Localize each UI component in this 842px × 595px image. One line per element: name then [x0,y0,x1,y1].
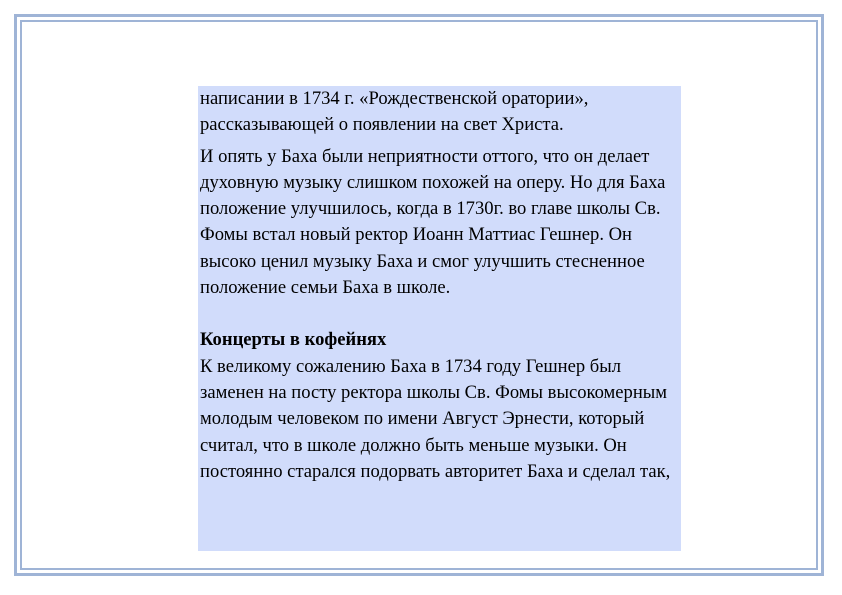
paragraph-gesner: И опять у Баха были неприятности оттого, что он делает духовную музыку слишком похожей на оперу. Но для Баха положение улучшилось, когда в 1730г. во главе школы Св. Фомы встал новый ректор Иоанн Маттиас Гешнер. Он высоко ценил музыку Баха и смог улучшить стесненное положение семьи Баха в школе. [200,145,666,299]
paragraph-ernesti: К великому сожалению Баха в 1734 году Гешнер был заменен на посту ректора школы Св. Фомы высокомерным молодым человеком по имени Август Эрнести, который считал, что в школе должно быть меньше музыки. Он постоянно старался подорвать авторитет Баха и сделал так, [200,355,671,482]
paragraph-oratorio: написании в 1734 г. «Рождественской оратории», рассказывающей о появлении на свет Христа. [200,88,589,136]
text-box [198,86,681,551]
paragraph-spacer [200,301,678,327]
section-heading: Концерты в кофейнях [200,329,387,351]
